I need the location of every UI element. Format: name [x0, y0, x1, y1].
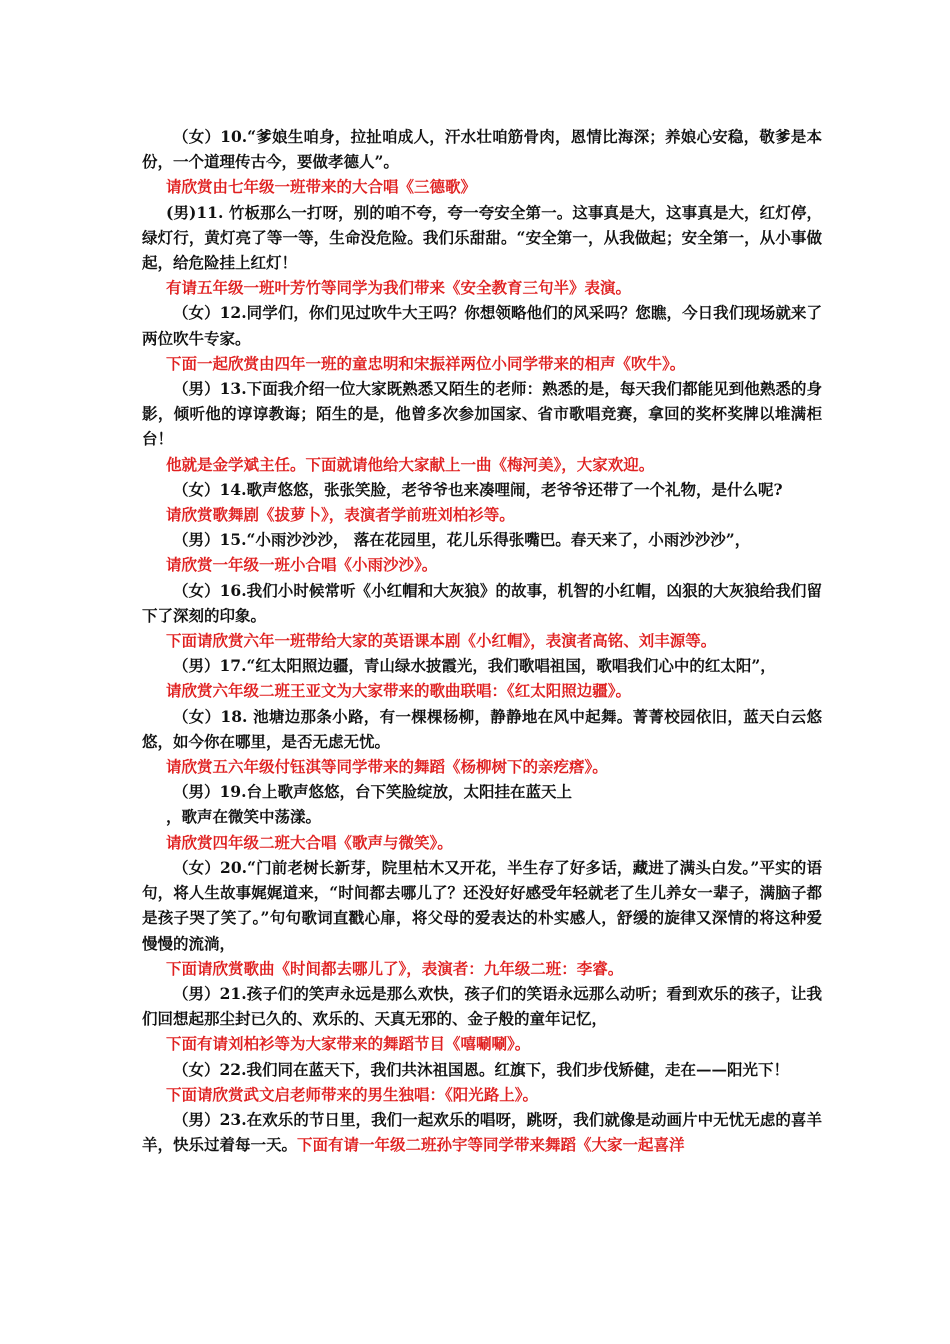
announcement-22 — [142, 1082, 822, 1107]
announcement-13 — [142, 452, 822, 477]
paragraph-text: （男）13.下面我介绍一位大家既熟悉又陌生的老师：熟悉的是，每天我们都能见到他熟悉的身影，倾听他的谆谆教诲；陌生的是，他曾多次参加国家、省市歌唱竞赛，拿回的奖杯奖牌以堆满柜台！ — [142, 379, 822, 449]
paragraph-11 — [142, 200, 822, 276]
paragraph-text: (男)11. 竹板那么一打呀，别的咱不夸，夸一夸安全第一。这事真是大，这事真是大，红灯停，绿灯行，黄灯亮了等一等，生命没危险。我们乐甜甜。“安全第一，从我做起；安全第一，从小事做起，给危险挂上红灯！ — [142, 202, 822, 273]
paragraph-text: （女）12.同学们，你们见过吹牛大王吗？你想领略他们的风采吗？您瞧，今日我们现场就来了两位吹牛专家。 — [142, 303, 822, 348]
paragraph-19 — [142, 779, 822, 804]
paragraph-text: （男）19.台上歌声悠悠，台下笑脸绽放，太阳挂在蓝天上 — [173, 782, 572, 802]
paragraph-18 — [142, 704, 822, 754]
paragraph-text: （女）16.我们小时候常听《小红帽和大灰狼》的故事，机智的小红帽，凶狠的大灰狼给我们留下了深刻的印象。 — [142, 580, 822, 625]
paragraph-12 — [142, 300, 822, 350]
paragraph-text: （男）23.在欢乐的节日里，我们一起欢乐的唱呀，跳呀，我们就像是动画片中无忧无虑的喜羊羊，快乐过着每一天。 — [142, 1109, 822, 1155]
paragraph-text: （男）21.孩子们的笑声永远是那么欢快，孩子们的笑语永远那么动听；看到欢乐的孩子，让我们回想起那尘封已久的、欢乐的、天真无邪的、金子般的童年记忆， — [142, 983, 822, 1029]
announcement-16 — [142, 628, 822, 653]
paragraph-text: （男）15.“小雨沙沙沙， 落在花园里，花儿乐得张嘴巴。春天来了，小雨沙沙沙”， — [173, 530, 751, 550]
announcement-text: 下面请欣赏歌曲《时间都去哪儿了》，表演者：九年级二班：李睿。 — [166, 958, 624, 978]
announcement-text: 请欣赏歌舞剧《拔萝卜》，表演者学前班刘柏衫等。 — [166, 505, 515, 525]
paragraph-22 — [142, 1057, 822, 1082]
announcement-15 — [142, 552, 822, 577]
paragraph-19-continued — [142, 804, 822, 829]
paragraph-text: （女）10.“爹娘生咱身，拉扯咱成人，汗水壮咱筋骨肉，恩情比海深；养娘心安稳，敬爹是本份，一个道理传古今，要做孝德人”。 — [142, 127, 822, 172]
announcement-text: 请欣赏由七年级一班带来的大合唱《三德歌》 — [166, 177, 477, 197]
announcement-text: 请欣赏四年级二班大合唱《歌声与微笑》。 — [166, 832, 453, 852]
announcement-text: 下面一起欣赏由四年一班的童忠明和宋振祥两位小同学带来的相声《吹牛》。 — [166, 353, 686, 373]
paragraph-text: ，歌声在微笑中荡漾。 — [166, 807, 322, 827]
paragraph-15 — [142, 527, 822, 552]
paragraph-14 — [142, 477, 822, 502]
paragraph-text: （女）22.我们同在蓝天下，我们共沐祖国恩。红旗下，我们步伐矫健，走在——阳光下！ — [173, 1059, 789, 1079]
paragraph-text: （男）17.“红太阳照边疆，青山绿水披霞光，我们歌唱祖国，歌唱我们心中的红太阳”， — [173, 656, 776, 676]
paragraph-20 — [142, 855, 822, 956]
announcement-text: 请欣赏六年级二班王亚文为大家带来的歌曲联唱：《红太阳照边疆》。 — [166, 681, 632, 701]
announcement-text: 下面有请刘柏衫等为大家带来的舞蹈节目《嘻唰唰》。 — [166, 1034, 531, 1054]
announcement-18 — [142, 754, 822, 779]
paragraph-text: （女）18. 池塘边那条小路，有一棵棵杨柳，静静地在风中起舞。菁菁校园依旧，蓝天白云悠悠，如今你在哪里，是否无虑无忧。 — [142, 706, 822, 751]
paragraph-21 — [142, 981, 822, 1031]
paragraph-16 — [142, 578, 822, 628]
announcement-text: 他就是金学斌主任。下面就请他给大家献上一曲《梅河美》，大家欢迎。 — [166, 454, 655, 474]
paragraph-17 — [142, 653, 822, 678]
announcement-12 — [142, 351, 822, 376]
paragraph-text: （女）20.“门前老树长新芽，院里枯木又开花，半生存了好多话，藏进了满头白发。”平实的语句，将人生故事娓娓道来，“时间都去哪儿了？还没好好感受年轻就老了生儿养女一辈子，满脑子都是孩子哭了笑了。”句句歌词直戳心扉，将父母的爱表达的朴实感人，舒缓的旋律又深情的将这种爱慢慢的流淌， — [142, 857, 822, 953]
announcement-17 — [142, 678, 822, 703]
document-body — [142, 124, 822, 1157]
announcement-text: 请欣赏一年级一班小合唱《小雨沙沙》。 — [166, 555, 438, 575]
announcement-text: 下面请欣赏六年一班带给大家的英语课本剧《小红帽》，表演者高铭、刘丰源等。 — [166, 631, 717, 651]
announcement-text: 下面请欣赏武文启老师带来的男生独唱：《阳光路上》。 — [166, 1084, 539, 1104]
announcement-text: 请欣赏五六年级付钰淇等同学带来的舞蹈《杨柳树下的亲疙瘩》。 — [166, 757, 608, 777]
announcement-14 — [142, 502, 822, 527]
announcement-19 — [142, 830, 822, 855]
announcement-text: 下面有请一年级二班孙宇等同学带来舞蹈《大家一起喜洋 — [297, 1135, 685, 1155]
paragraph-text: （女）14.歌声悠悠，张张笑脸，老爷爷也来凑哩闹，老爷爷还带了一个礼物，是什么呢? — [173, 479, 783, 499]
announcement-text: 有请五年级一班叶芳竹等同学为我们带来《安全教育三句半》表演。 — [166, 278, 632, 298]
paragraph-23 — [142, 1107, 822, 1157]
announcement-10 — [142, 174, 822, 199]
paragraph-10 — [142, 124, 822, 174]
announcement-21 — [142, 1031, 822, 1056]
paragraph-13 — [142, 376, 822, 452]
announcement-11 — [142, 275, 822, 300]
announcement-20 — [142, 956, 822, 981]
